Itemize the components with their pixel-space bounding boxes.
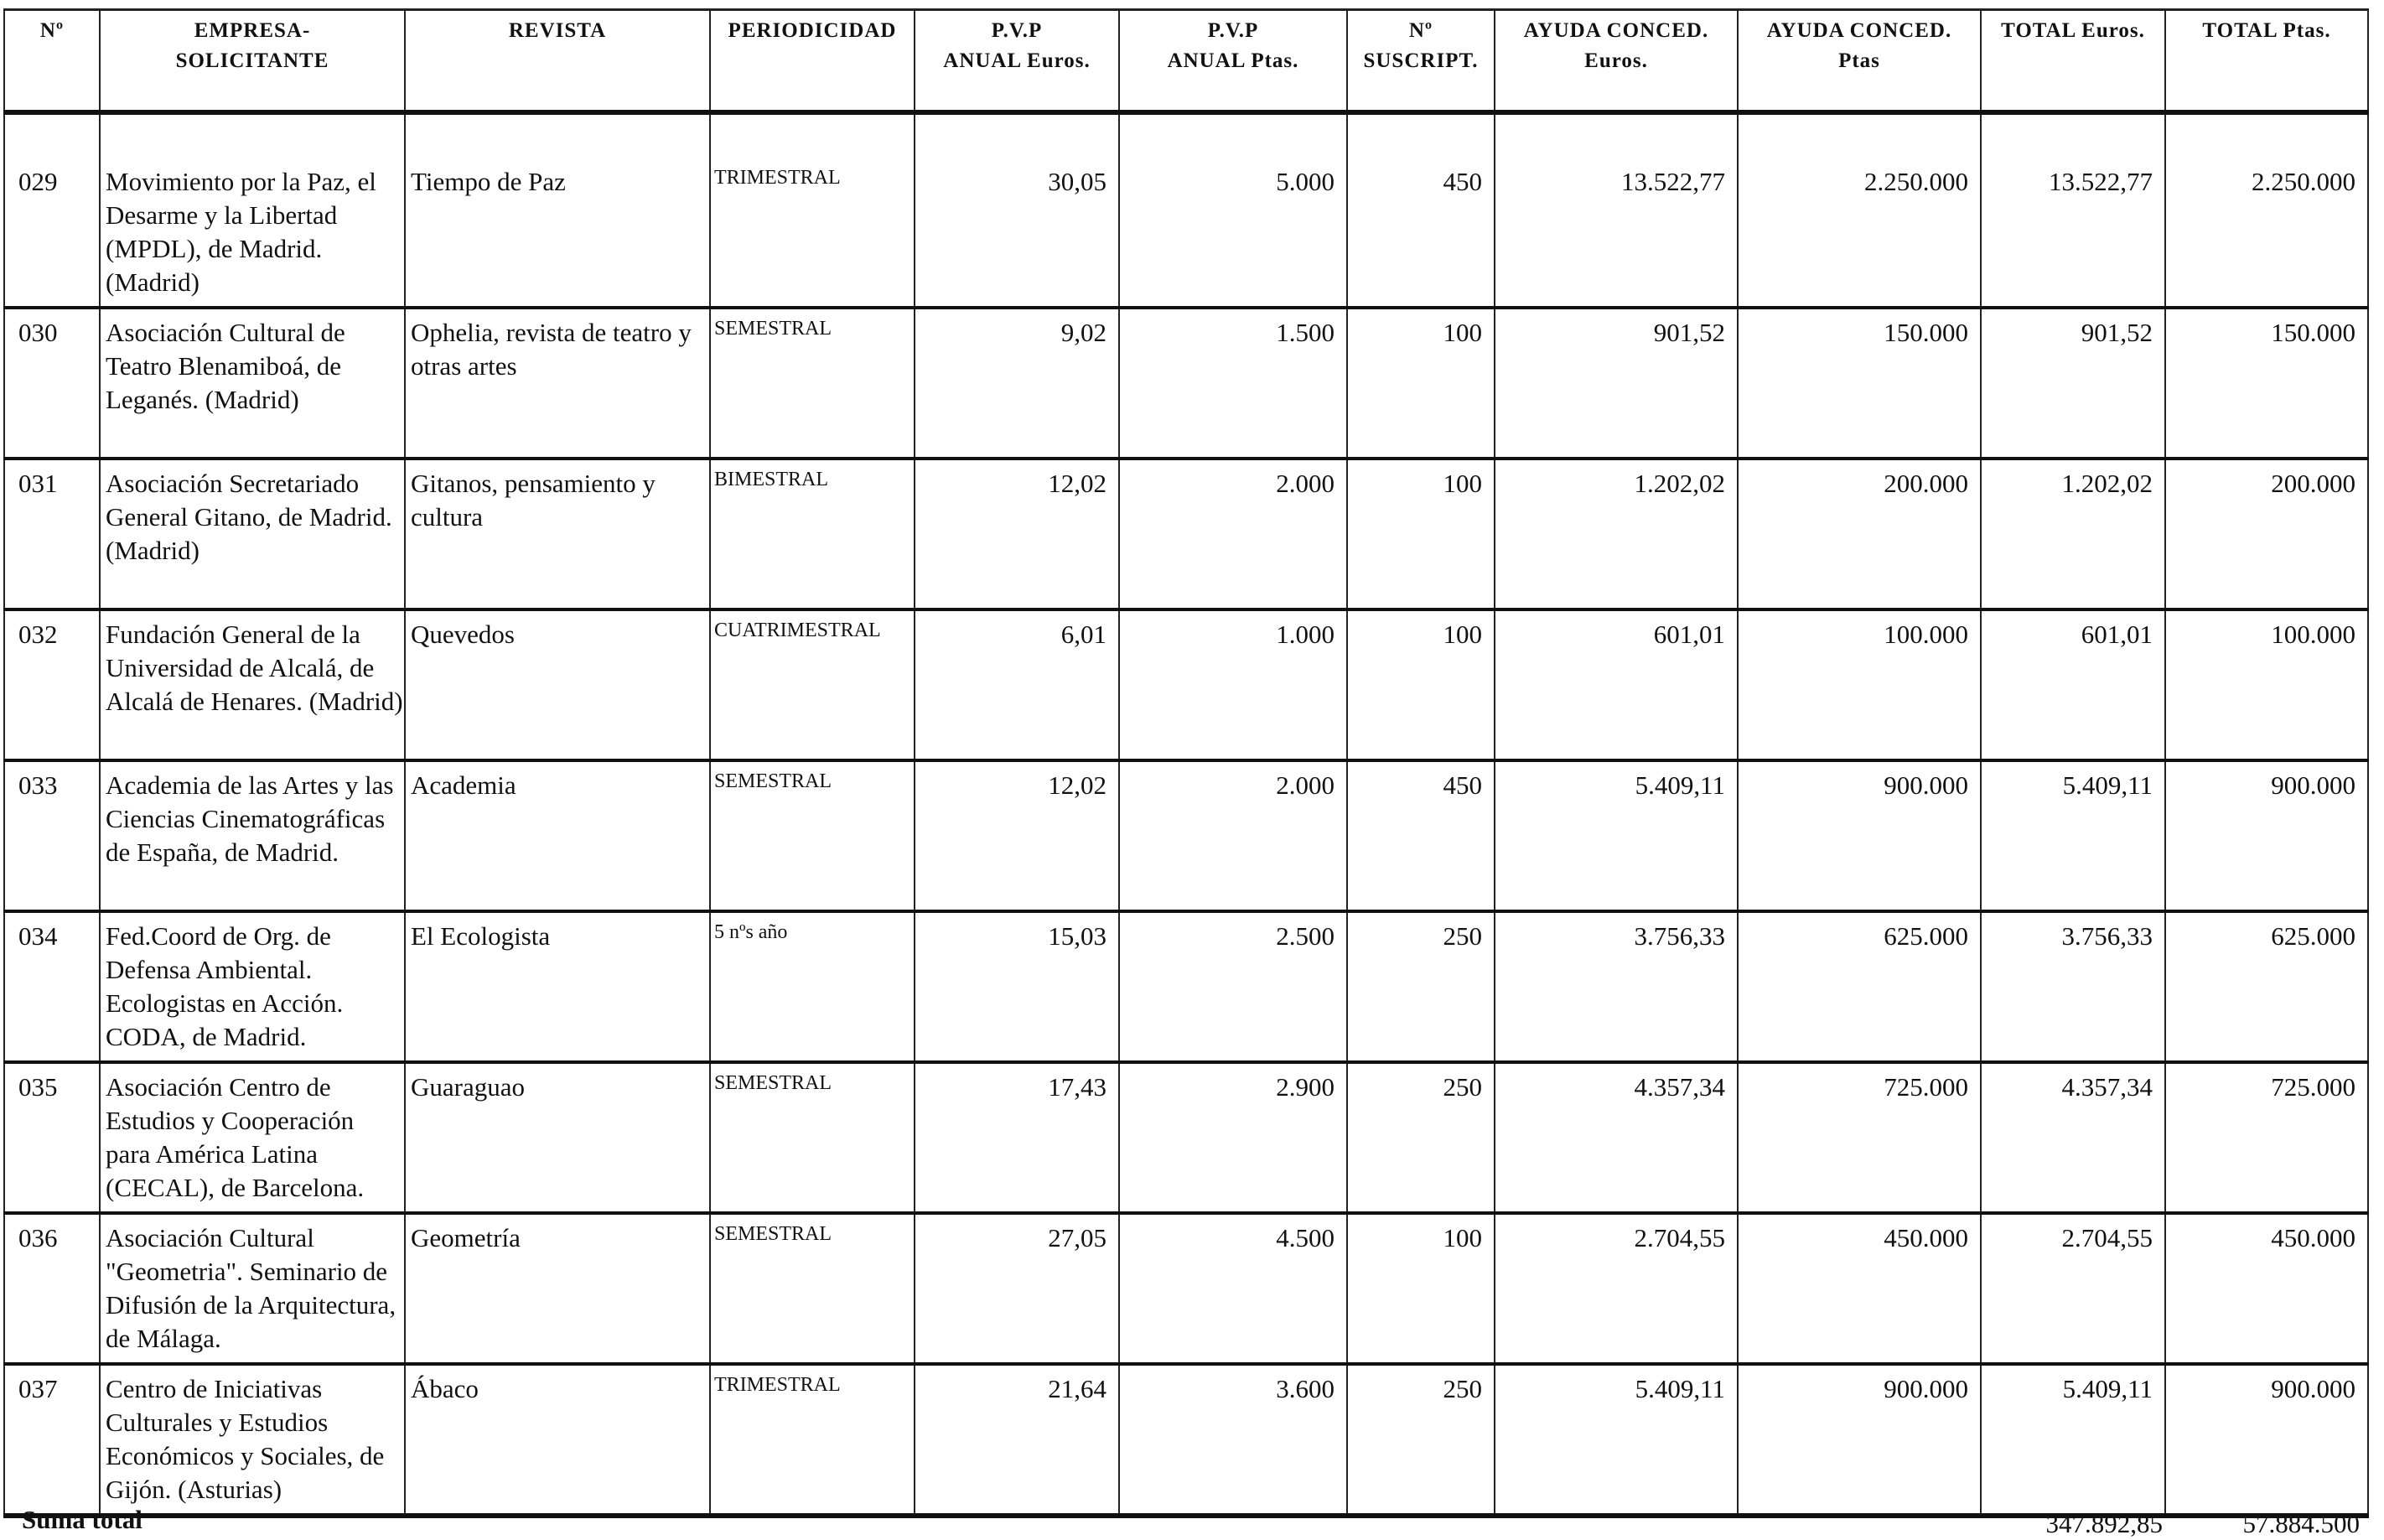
- cell-periodicidad: BIMESTRAL: [710, 459, 915, 609]
- header-empresa-line1: EMPRESA-: [194, 19, 311, 42]
- cell-no: 031: [4, 459, 100, 609]
- cell-total-euros: 5.409,11: [1981, 760, 2165, 911]
- cell-pvp-euros: 27,05: [915, 1213, 1119, 1364]
- cell-pvp-ptas: 2.000: [1119, 760, 1347, 911]
- cell-pvp-euros: 17,43: [915, 1062, 1119, 1213]
- header-suscript-line2: SUSCRIPT.: [1363, 49, 1479, 72]
- sum-total-ptas: 57.884.500: [2242, 1509, 2360, 1538]
- header-ayuda-ptas-line2: Ptas: [1838, 49, 1880, 72]
- header-periodicidad: [710, 10, 915, 113]
- cell-ayuda-ptas: 100.000: [1738, 609, 1981, 760]
- cell-periodicidad: 5 nºs año: [710, 911, 915, 1062]
- cell-suscript: 250: [1347, 911, 1495, 1062]
- cell-suscript: 250: [1347, 1364, 1495, 1516]
- cell-pvp-ptas: 3.600: [1119, 1364, 1347, 1516]
- cell-revista: Ábaco: [405, 1364, 710, 1516]
- sum-total-euros: 347.892,85: [2045, 1509, 2163, 1538]
- cell-pvp-euros: 12,02: [915, 459, 1119, 609]
- cell-total-euros: 901,52: [1981, 308, 2165, 459]
- cell-no: 029: [4, 158, 100, 308]
- header-row: [4, 10, 2368, 113]
- table-row: [4, 609, 2368, 760]
- cell-ayuda-ptas: 2.250.000: [1738, 158, 1981, 308]
- cell-pvp-ptas: 4.500: [1119, 1213, 1347, 1364]
- cell-ayuda-ptas: 450.000: [1738, 1213, 1981, 1364]
- cell-ayuda-euros: 901,52: [1495, 308, 1738, 459]
- header-ayuda-euros-line1: AYUDA CONCED.: [1523, 19, 1709, 42]
- header-spacer-row: [4, 112, 2368, 158]
- cell-empresa: Fundación General de la Universidad de Alcalá, de Alcalá de Henares. (Madrid): [100, 609, 405, 760]
- cell-periodicidad: SEMESTRAL: [710, 1213, 915, 1364]
- header-pvp-euros-line1: P.V.P: [991, 19, 1043, 42]
- cell-periodicidad: SEMESTRAL: [710, 1062, 915, 1213]
- cell-total-euros: 601,01: [1981, 609, 2165, 760]
- cell-total-ptas: 450.000: [2165, 1213, 2368, 1364]
- cell-ayuda-ptas: 200.000: [1738, 459, 1981, 609]
- cell-pvp-euros: 30,05: [915, 158, 1119, 308]
- cell-no: 034: [4, 911, 100, 1062]
- cell-suscript: 100: [1347, 609, 1495, 760]
- cell-ayuda-ptas: 900.000: [1738, 1364, 1981, 1516]
- cell-total-ptas: 100.000: [2165, 609, 2368, 760]
- cell-total-euros: 5.409,11: [1981, 1364, 2165, 1516]
- header-empresa-line2: SOLICITANTE: [175, 49, 329, 72]
- table-row: [4, 911, 2368, 1062]
- cell-total-ptas: 900.000: [2165, 1364, 2368, 1516]
- table-row: [4, 760, 2368, 911]
- cell-no: 035: [4, 1062, 100, 1213]
- cell-no: 037: [4, 1364, 100, 1516]
- header-pvp-ptas: [1119, 10, 1347, 113]
- header-total-euros: [1981, 10, 2165, 113]
- cell-ayuda-euros: 4.357,34: [1495, 1062, 1738, 1213]
- header-total-ptas-line1: TOTAL Ptas.: [2202, 19, 2331, 42]
- cell-no: 036: [4, 1213, 100, 1364]
- header-revista-line1: REVISTA: [508, 19, 607, 42]
- cell-total-euros: 13.522,77: [1981, 158, 2165, 308]
- cell-pvp-euros: 9,02: [915, 308, 1119, 459]
- cell-total-ptas: 900.000: [2165, 760, 2368, 911]
- cell-ayuda-euros: 1.202,02: [1495, 459, 1738, 609]
- cell-ayuda-euros: 2.704,55: [1495, 1213, 1738, 1364]
- header-pvp-ptas-line2: ANUAL Ptas.: [1167, 49, 1299, 72]
- cell-no: 030: [4, 308, 100, 459]
- table-row: [4, 459, 2368, 609]
- header-pvp-ptas-line1: P.V.P: [1207, 19, 1259, 42]
- cell-suscript: 100: [1347, 308, 1495, 459]
- cell-empresa: Asociación Cultural "Geometria". Seminario de Difusión de la Arquitectura, de Málaga.: [100, 1213, 405, 1364]
- cell-pvp-ptas: 1.500: [1119, 308, 1347, 459]
- cell-periodicidad: CUATRIMESTRAL: [710, 609, 915, 760]
- cell-revista: Gitanos, pensamiento y cultura: [405, 459, 710, 609]
- header-ayuda-ptas: [1738, 10, 1981, 113]
- cell-periodicidad: SEMESTRAL: [710, 308, 915, 459]
- header-no: [4, 10, 100, 113]
- cell-revista: Academia: [405, 760, 710, 911]
- cell-total-euros: 4.357,34: [1981, 1062, 2165, 1213]
- cell-empresa: Fed.Coord de Org. de Defensa Ambiental. Ecologistas en Acción. CODA, de Madrid.: [100, 911, 405, 1062]
- table-row: [4, 308, 2368, 459]
- cell-empresa: Centro de Iniciativas Culturales y Estudios Económicos y Sociales, de Gijón. (Asturias): [100, 1364, 405, 1516]
- cell-total-euros: 1.202,02: [1981, 459, 2165, 609]
- cell-empresa: Asociación Centro de Estudios y Cooperación para América Latina (CECAL), de Barcelona.: [100, 1062, 405, 1213]
- cell-ayuda-euros: 5.409,11: [1495, 1364, 1738, 1516]
- cell-ayuda-euros: 3.756,33: [1495, 911, 1738, 1062]
- cell-suscript: 250: [1347, 1062, 1495, 1213]
- cell-empresa: Asociación Cultural de Teatro Blenamiboá, de Leganés. (Madrid): [100, 308, 405, 459]
- header-suscript-line1: Nº: [1408, 19, 1433, 42]
- cell-empresa: Asociación Secretariado General Gitano, de Madrid. (Madrid): [100, 459, 405, 609]
- table-row: [4, 158, 2368, 308]
- cell-ayuda-ptas: 725.000: [1738, 1062, 1981, 1213]
- cell-revista: Ophelia, revista de teatro y otras artes: [405, 308, 710, 459]
- cell-pvp-euros: 21,64: [915, 1364, 1119, 1516]
- cell-suscript: 450: [1347, 158, 1495, 308]
- cell-revista: Quevedos: [405, 609, 710, 760]
- cell-pvp-ptas: 1.000: [1119, 609, 1347, 760]
- cell-pvp-euros: 6,01: [915, 609, 1119, 760]
- cell-pvp-ptas: 2.500: [1119, 911, 1347, 1062]
- cell-total-ptas: 150.000: [2165, 308, 2368, 459]
- cell-pvp-euros: 15,03: [915, 911, 1119, 1062]
- header-ayuda-euros-line2: Euros.: [1584, 49, 1648, 72]
- cell-suscript: 450: [1347, 760, 1495, 911]
- cell-pvp-ptas: 2.000: [1119, 459, 1347, 609]
- header-revista: [405, 10, 710, 113]
- cell-no: 032: [4, 609, 100, 760]
- cell-total-euros: 2.704,55: [1981, 1213, 2165, 1364]
- header-pvp-euros-line2: ANUAL Euros.: [943, 49, 1091, 72]
- cell-total-ptas: 200.000: [2165, 459, 2368, 609]
- header-pvp-euros: [915, 10, 1119, 113]
- cell-suscript: 100: [1347, 459, 1495, 609]
- cell-periodicidad: SEMESTRAL: [710, 760, 915, 911]
- cell-ayuda-euros: 5.409,11: [1495, 760, 1738, 911]
- header-empresa: [100, 10, 405, 113]
- cell-ayuda-euros: 601,01: [1495, 609, 1738, 760]
- subsidy-table: [3, 8, 2369, 1518]
- cell-revista: Tiempo de Paz: [405, 158, 710, 308]
- cell-revista: Guaraguao: [405, 1062, 710, 1213]
- cell-total-ptas: 625.000: [2165, 911, 2368, 1062]
- header-total-euros-line1: TOTAL Euros.: [2001, 19, 2145, 42]
- cell-periodicidad: TRIMESTRAL: [710, 158, 915, 308]
- cell-pvp-euros: 12,02: [915, 760, 1119, 911]
- cell-pvp-ptas: 5.000: [1119, 158, 1347, 308]
- cell-total-euros: 3.756,33: [1981, 911, 2165, 1062]
- cell-ayuda-ptas: 150.000: [1738, 308, 1981, 459]
- cell-no: 033: [4, 760, 100, 911]
- cell-total-ptas: 2.250.000: [2165, 158, 2368, 308]
- header-no-line1: Nº: [39, 19, 65, 42]
- cell-ayuda-ptas: 900.000: [1738, 760, 1981, 911]
- header-total-ptas: [2165, 10, 2368, 113]
- table-row: [4, 1364, 2368, 1516]
- header-ayuda-ptas-line1: AYUDA CONCED.: [1766, 19, 1952, 42]
- header-suscript: [1347, 10, 1495, 113]
- cell-empresa: Movimiento por la Paz, el Desarme y la Libertad (MPDL), de Madrid. (Madrid): [100, 158, 405, 308]
- cell-pvp-ptas: 2.900: [1119, 1062, 1347, 1213]
- cell-ayuda-euros: 13.522,77: [1495, 158, 1738, 308]
- table-body: [4, 112, 2368, 1516]
- header-periodicidad-line1: PERIODICIDAD: [728, 19, 897, 42]
- cell-empresa: Academia de las Artes y las Ciencias Cinematográficas de España, de Madrid.: [100, 760, 405, 911]
- table-row: [4, 1213, 2368, 1364]
- header-ayuda-euros: [1495, 10, 1738, 113]
- cell-periodicidad: TRIMESTRAL: [710, 1364, 915, 1516]
- cell-revista: El Ecologista: [405, 911, 710, 1062]
- table-row: [4, 1062, 2368, 1213]
- cell-total-ptas: 725.000: [2165, 1062, 2368, 1213]
- sum-total-label: Suma total: [22, 1505, 143, 1534]
- cell-ayuda-ptas: 625.000: [1738, 911, 1981, 1062]
- cell-suscript: 100: [1347, 1213, 1495, 1364]
- cell-revista: Geometría: [405, 1213, 710, 1364]
